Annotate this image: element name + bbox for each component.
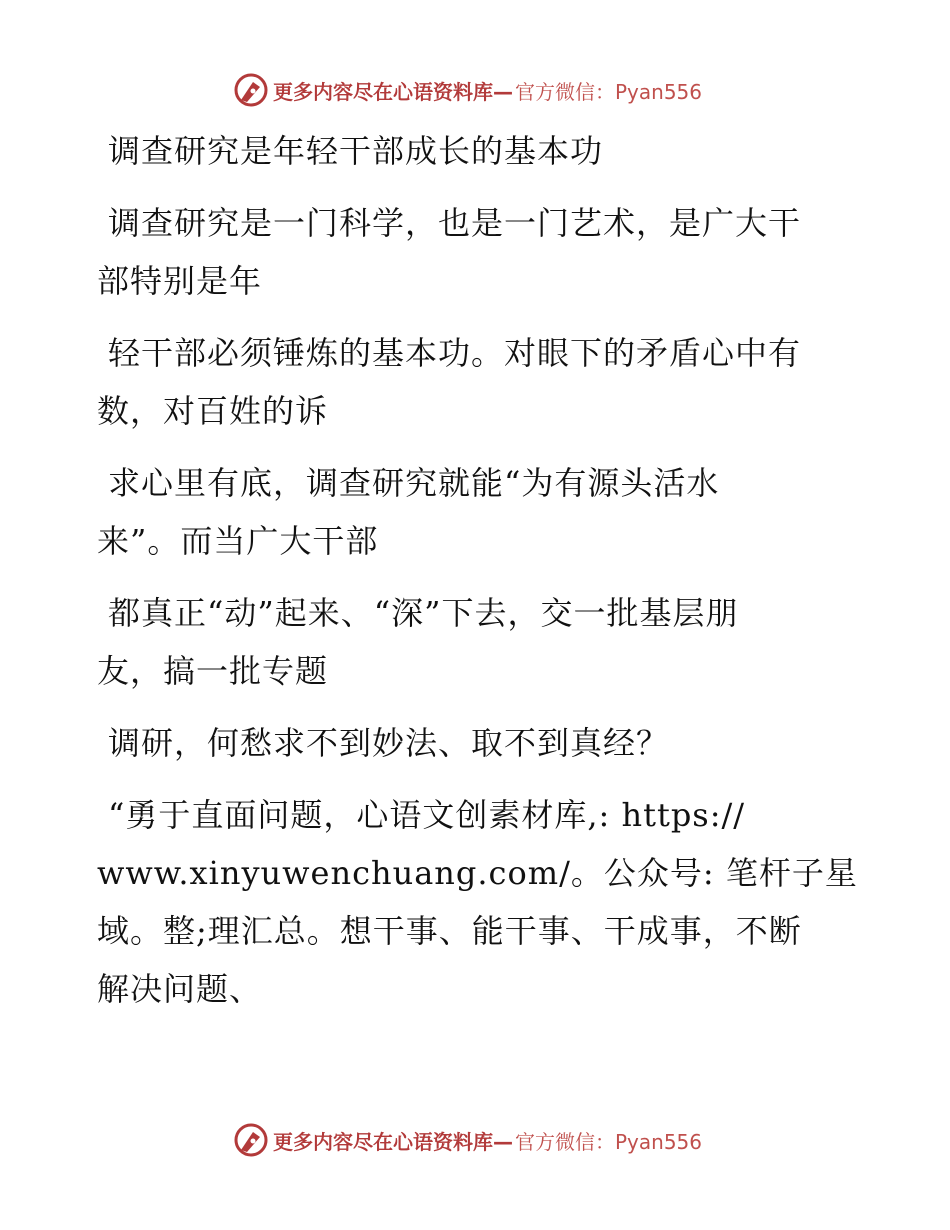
- paragraph-line: 友，搞一批专题: [97, 652, 329, 690]
- paragraph-line: 都真正“动”起来、“深”下去，交一批基层朋: [108, 594, 739, 632]
- footer-banner: [233, 1120, 702, 1160]
- header-banner: [233, 70, 702, 110]
- paragraph-line: 调查研究是一门科学，也是一门艺术，是广大干: [108, 204, 802, 242]
- banner-wechat: 官方微信：Pyan556: [515, 1129, 703, 1154]
- paragraph-line: 轻干部必须锤炼的基本功。对眼下的矛盾心中有: [108, 334, 802, 372]
- pen-nib-logo-icon: [233, 72, 269, 108]
- paragraph-line: 调研，何愁求不到妙法、取不到真经？: [108, 724, 670, 762]
- paragraph-line: 解决问题、: [97, 970, 263, 1008]
- banner-text: 更多内容尽在心语资料库—: [273, 1129, 513, 1154]
- document-title: 调查研究是年轻干部成长的基本功: [108, 132, 604, 170]
- paragraph-line: “勇于直面问题，心语文创素材库,: https://: [108, 796, 746, 834]
- paragraph-line: 数，对百姓的诉: [97, 392, 329, 430]
- banner-wechat: 官方微信：Pyan556: [515, 79, 703, 104]
- pen-nib-logo-icon: [233, 1122, 269, 1158]
- paragraph-line: 域。整;理汇总。想干事、能干事、干成事，不断: [97, 912, 802, 950]
- paragraph-line: www.xinyuwenchuang.com/。公众号: 笔杆子星: [97, 854, 858, 892]
- paragraph-line: 求心里有底，调查研究就能“为有源头活水: [108, 464, 720, 502]
- banner-text: 更多内容尽在心语资料库—: [273, 79, 513, 104]
- document-body: [97, 122, 858, 1018]
- paragraph-line: 部特别是年: [97, 262, 263, 300]
- paragraph-line: 来”。而当广大干部: [97, 522, 379, 560]
